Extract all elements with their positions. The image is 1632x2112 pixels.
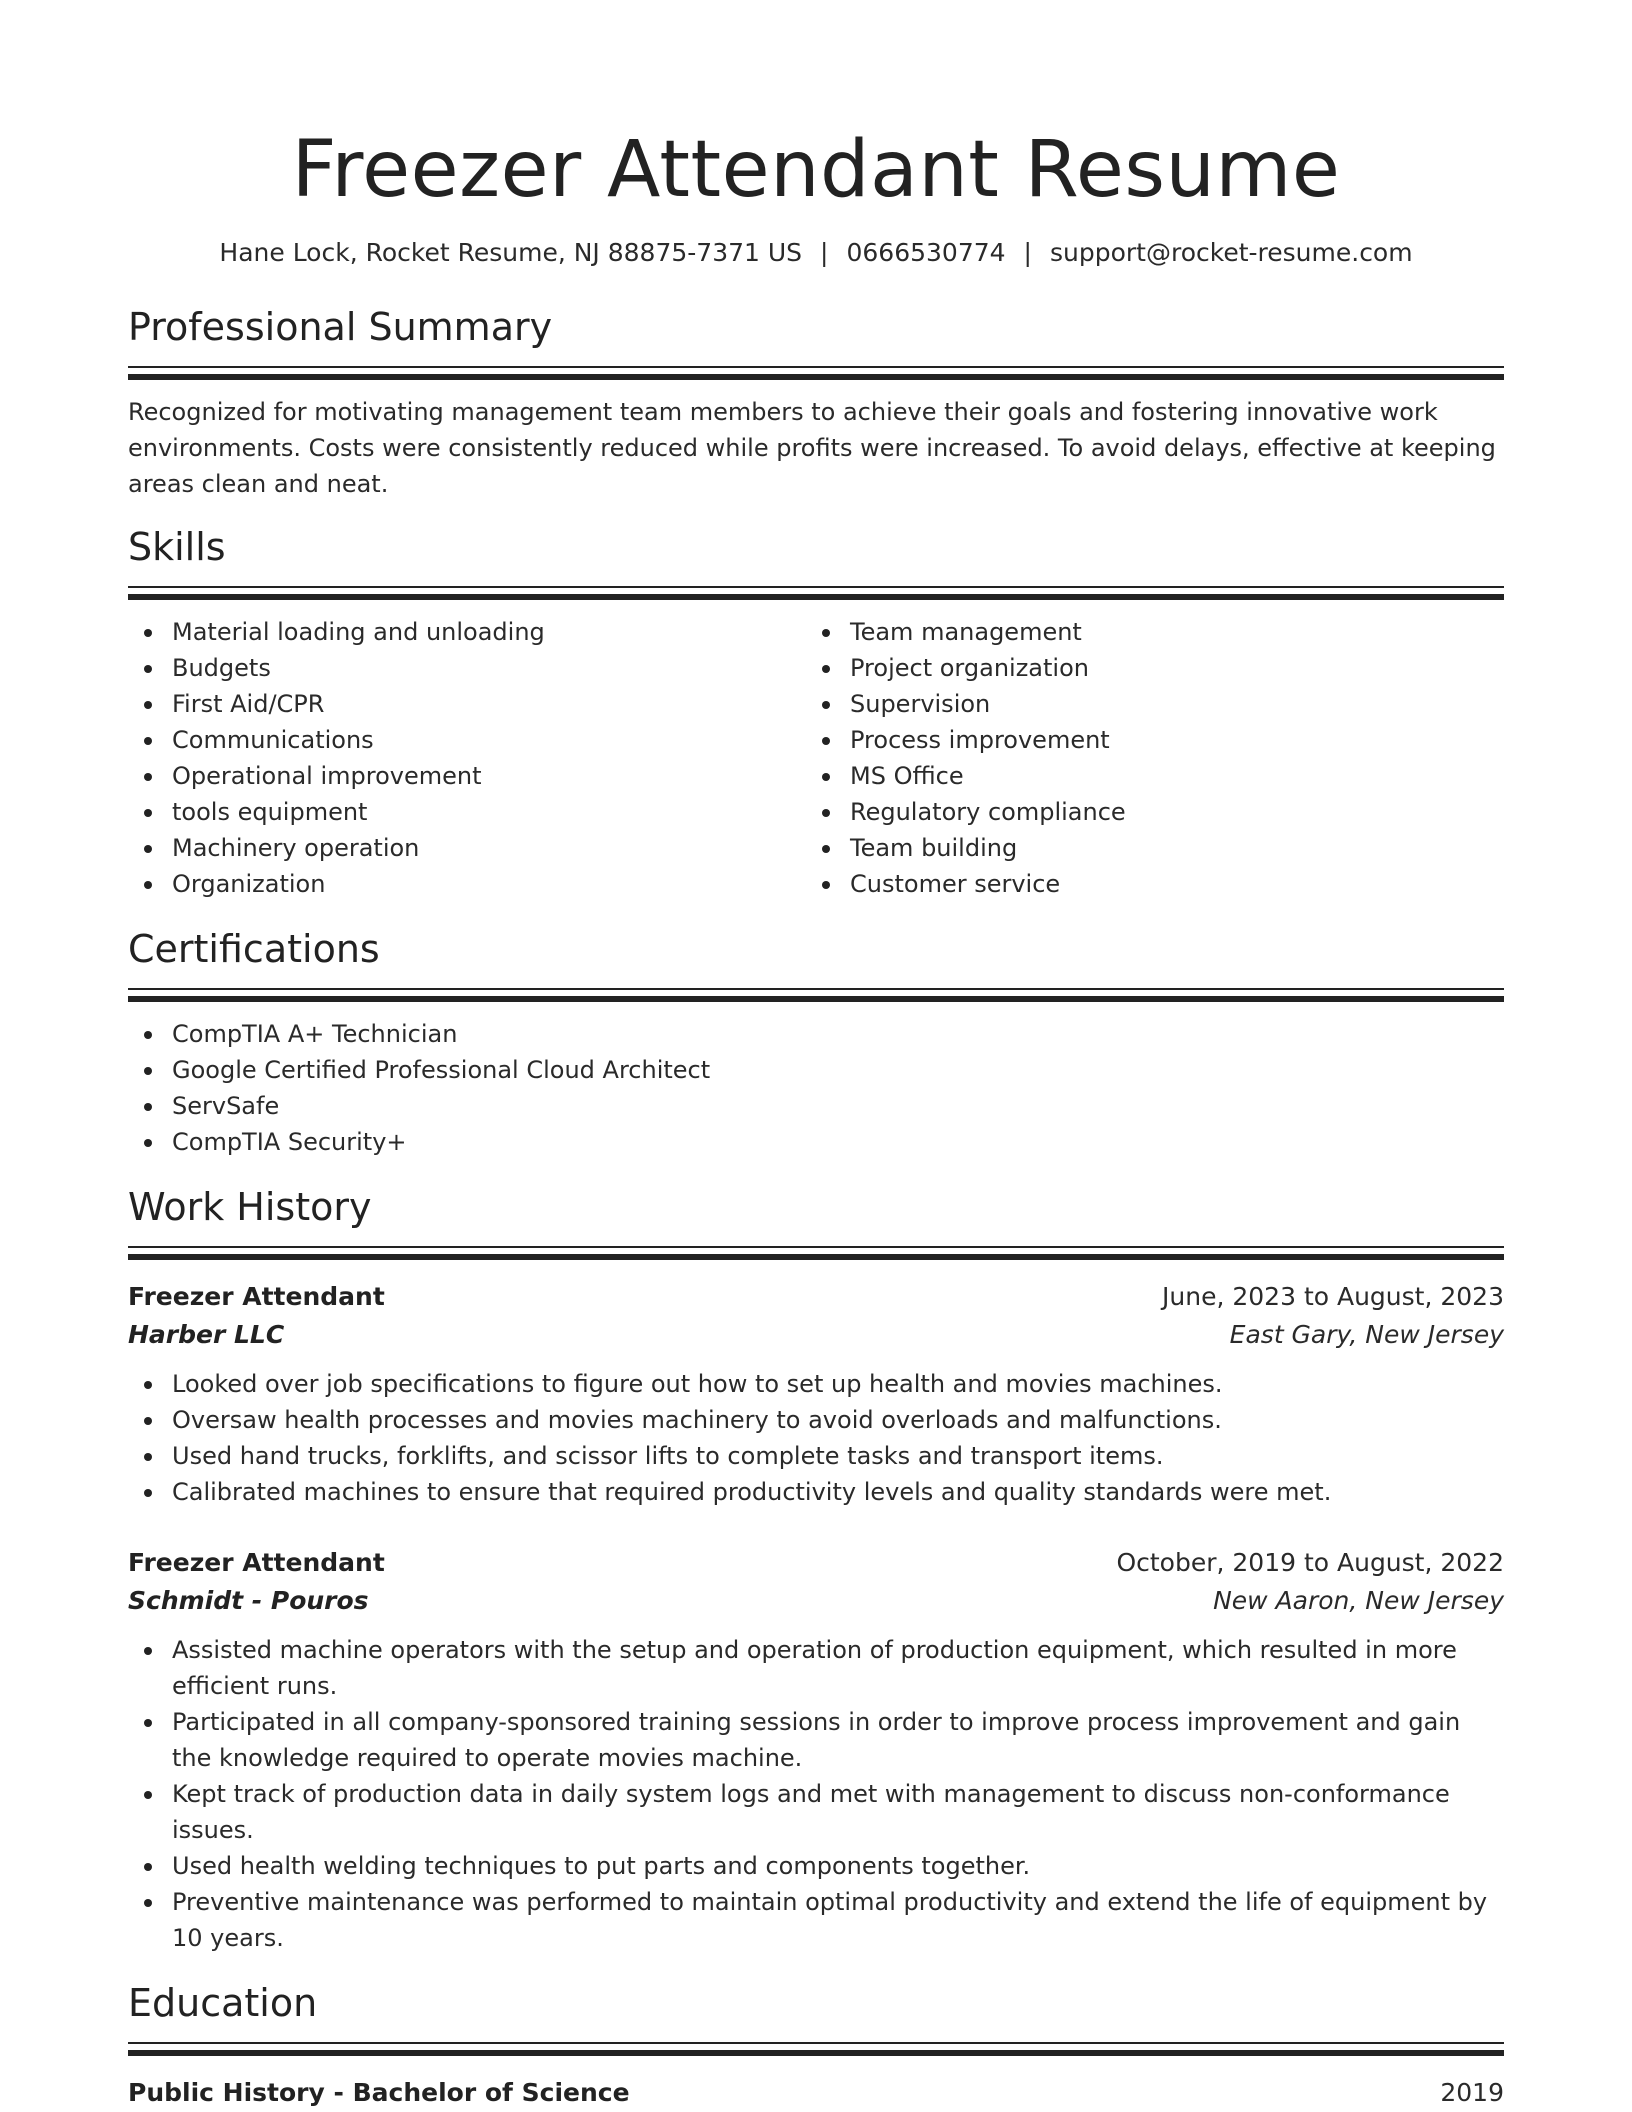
job-entry (128, 1544, 1504, 1956)
contact-phone: 0666530774 (846, 238, 1006, 267)
education-section (128, 1980, 1504, 2112)
section-divider (128, 1246, 1504, 1260)
list-item: tools equipment (172, 794, 806, 830)
summary-section (128, 304, 1504, 502)
list-item: Google Certified Professional Cloud Architect (172, 1052, 1504, 1088)
list-item: Participated in all company-sponsored training sessions in order to improve process improvement and gain the knowledge required to operate movies machine. (172, 1704, 1504, 1776)
contact-address: Hane Lock, Rocket Resume, NJ 88875-7371 US (219, 238, 803, 267)
list-item: Budgets (172, 650, 806, 686)
list-item: Supervision (850, 686, 1484, 722)
list-item: Customer service (850, 866, 1484, 902)
list-item: Communications (172, 722, 806, 758)
job-location: New Aaron, New Jersey (1213, 1586, 1504, 1615)
section-heading-education: Education (128, 1981, 318, 2025)
certifications-list (128, 1016, 1504, 1160)
education-entry (128, 2074, 1504, 2112)
list-item: Machinery operation (172, 830, 806, 866)
section-heading-summary: Professional Summary (128, 305, 553, 349)
list-item: Team management (850, 614, 1484, 650)
job-company: Harber LLC (128, 1320, 285, 1349)
list-item: Used hand trucks, forklifts, and scissor lifts to complete tasks and transport items. (172, 1438, 1504, 1474)
list-item: Team building (850, 830, 1484, 866)
job-header-row (128, 1278, 1504, 1316)
list-item: Kept track of production data in daily system logs and met with management to discuss non-conformance issues. (172, 1776, 1504, 1848)
list-item: Project organization (850, 650, 1484, 686)
list-item: Process improvement (850, 722, 1484, 758)
job-title: Freezer Attendant (128, 1282, 385, 1311)
section-divider (128, 586, 1504, 600)
resume-title: Freezer Attendant Resume (291, 125, 1341, 215)
job-dates: June, 2023 to August, 2023 (1162, 1282, 1504, 1311)
list-item: Material loading and unloading (172, 614, 806, 650)
list-item: Assisted machine operators with the setup and operation of production equipment, which resulted in more efficient runs. (172, 1632, 1504, 1704)
summary-text: Recognized for motivating management team members to achieve their goals and fostering innovative work environments. Costs were consistently reduced while profits were increased. To avoid delays, effective at keeping areas clean and neat. (128, 398, 1496, 498)
job-title: Freezer Attendant (128, 1548, 385, 1577)
work-history-section (128, 1184, 1504, 1956)
list-item: Calibrated machines to ensure that required productivity levels and quality standards were met. (172, 1474, 1504, 1510)
job-bullets (128, 1366, 1504, 1510)
contact-separator: | (1023, 238, 1032, 267)
section-heading-skills: Skills (128, 525, 226, 569)
contact-email: support@rocket-resume.com (1049, 238, 1413, 267)
list-item: MS Office (850, 758, 1484, 794)
list-item: CompTIA A+ Technician (172, 1016, 1504, 1052)
skills-list-left (128, 614, 806, 902)
list-item: ServSafe (172, 1088, 1504, 1124)
list-item: Operational improvement (172, 758, 806, 794)
list-item: Preventive maintenance was performed to maintain optimal productivity and extend the life of equipment by 10 years. (172, 1884, 1504, 1956)
job-dates: October, 2019 to August, 2022 (1116, 1548, 1504, 1577)
section-heading-certifications: Certifications (128, 927, 380, 971)
education-degree: Public History - Bachelor of Science (128, 2078, 630, 2107)
certifications-section (128, 926, 1504, 1160)
skills-section (128, 524, 1504, 902)
section-heading-work-history: Work History (128, 1185, 372, 1229)
contact-line (128, 236, 1504, 270)
skills-columns (128, 614, 1504, 902)
skills-list-right (806, 614, 1484, 902)
job-company-row (128, 1582, 1504, 1620)
job-header-row (128, 1544, 1504, 1582)
list-item: Organization (172, 866, 806, 902)
section-divider (128, 2042, 1504, 2056)
section-divider (128, 988, 1504, 1002)
education-year: 2019 (1440, 2078, 1504, 2107)
job-location: East Gary, New Jersey (1229, 1320, 1504, 1349)
list-item: First Aid/CPR (172, 686, 806, 722)
job-bullets (128, 1632, 1504, 1956)
list-item: Used health welding techniques to put parts and components together. (172, 1848, 1504, 1884)
job-company-row (128, 1316, 1504, 1354)
resume-page (128, 0, 1504, 2112)
list-item: Oversaw health processes and movies machinery to avoid overloads and malfunctions. (172, 1402, 1504, 1438)
list-item: Looked over job specifications to figure out how to set up health and movies machines. (172, 1366, 1504, 1402)
job-entry (128, 1278, 1504, 1510)
contact-separator: | (820, 238, 829, 267)
job-company: Schmidt - Pouros (128, 1586, 369, 1615)
list-item: Regulatory compliance (850, 794, 1484, 830)
list-item: CompTIA Security+ (172, 1124, 1504, 1160)
section-divider (128, 366, 1504, 380)
